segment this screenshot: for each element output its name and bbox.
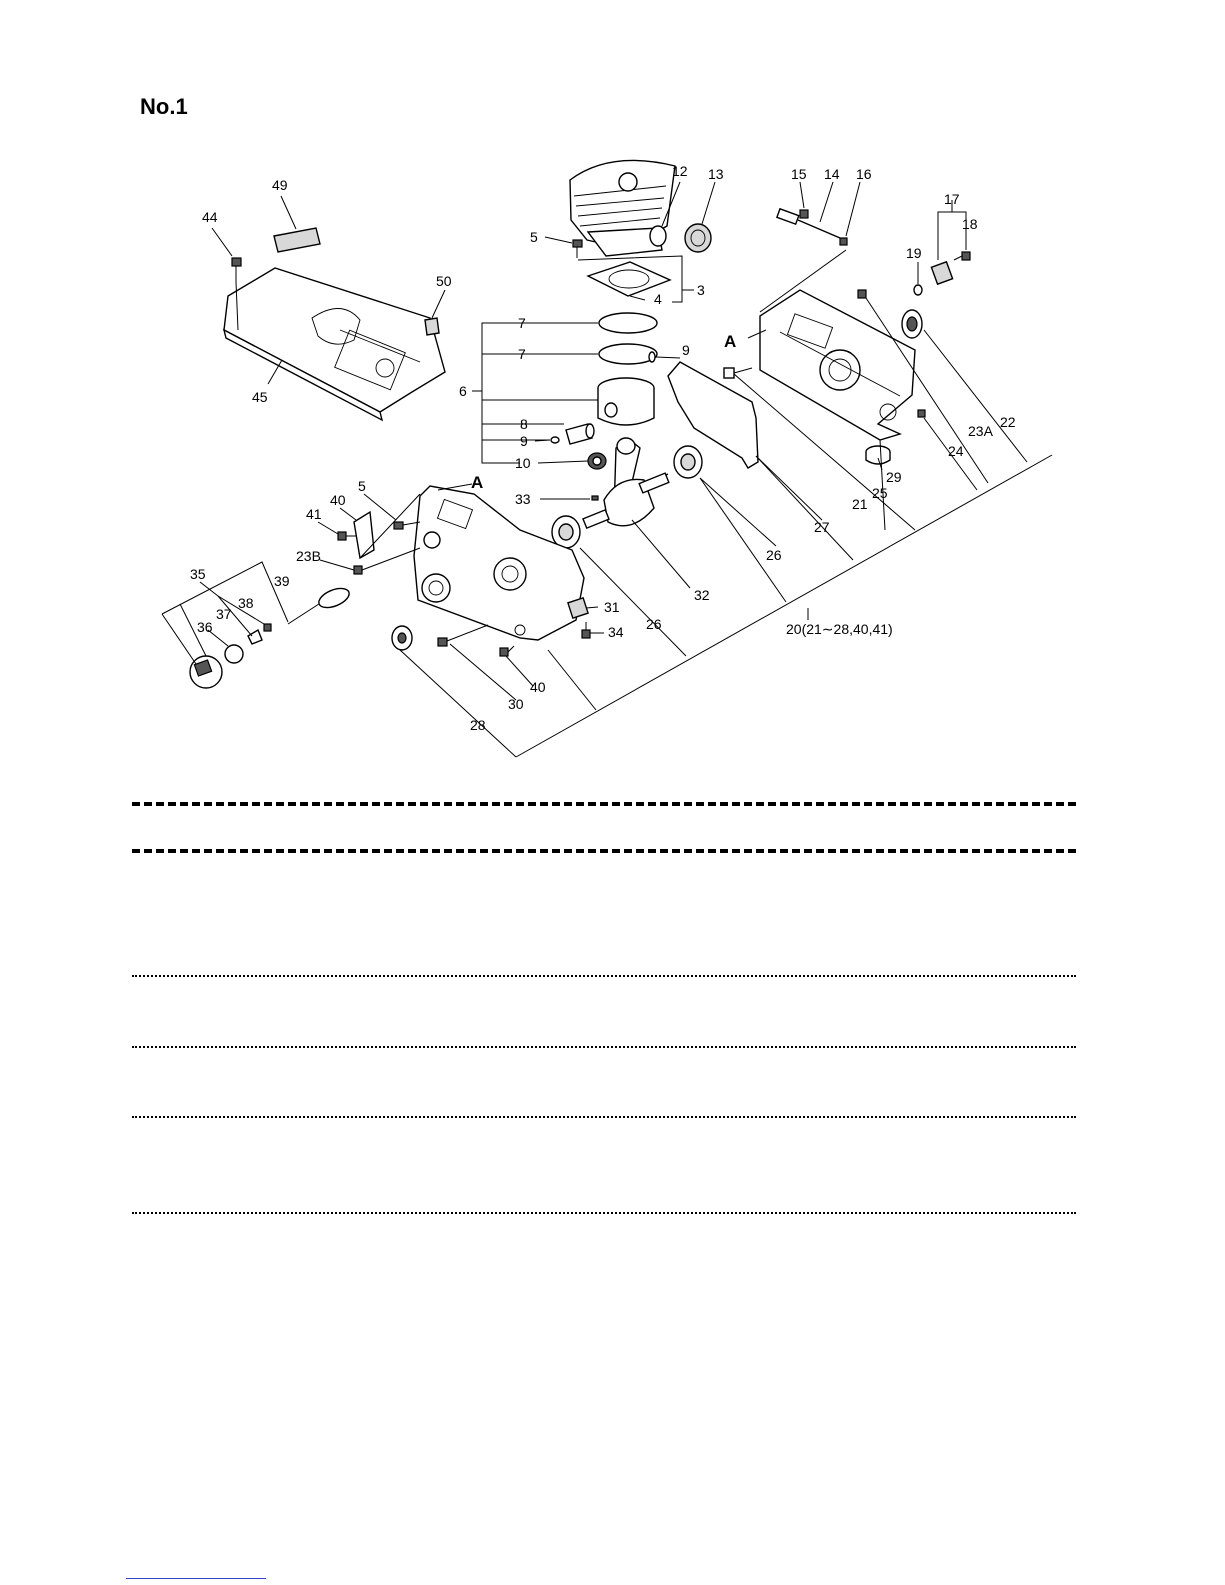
plate-40-upper-part: [354, 512, 374, 558]
spring-13-part: [685, 224, 711, 252]
screw-41-part: [338, 532, 356, 540]
section-marker-a-upper: A: [724, 332, 737, 351]
pin-23a-part: [858, 290, 866, 298]
label-33: 33: [515, 491, 531, 507]
label-9b: 9: [520, 433, 528, 449]
screw-34-part: [582, 622, 590, 638]
right-crankcase-part: [760, 290, 915, 440]
screw-18-part: [954, 252, 970, 260]
decal-49-part: [274, 228, 320, 252]
label-30: 30: [508, 696, 524, 712]
label-19: 19: [906, 245, 922, 261]
leader-lines: [162, 182, 1052, 757]
label-16: 16: [856, 166, 872, 182]
washer-19-part: [914, 285, 922, 295]
label-36: 36: [197, 619, 213, 635]
label-27: 27: [814, 519, 830, 535]
pin-16-part: [840, 238, 847, 245]
mount-29-part: [866, 446, 890, 464]
label-25: 25: [872, 485, 888, 501]
o-ring-36-part: [225, 645, 243, 663]
label-49: 49: [272, 177, 288, 193]
screw-40-lower-part: [500, 646, 514, 656]
label-45: 45: [252, 389, 268, 405]
label-41: 41: [306, 506, 322, 522]
nut-15-part: [800, 210, 808, 218]
bolt-5-cylinder-part: [573, 240, 582, 258]
label-40-upper: 40: [330, 492, 346, 508]
label-32: 32: [694, 587, 710, 603]
crankshaft-part: [583, 438, 669, 528]
clip-37-part: [248, 630, 262, 644]
label-40-lower: 40: [530, 679, 546, 695]
label-20: 20(21∼28,40,41): [786, 621, 893, 637]
footer-link-underline[interactable]: [126, 1578, 266, 1579]
label-22: 22: [1000, 414, 1016, 430]
pin-24-part: [918, 410, 925, 417]
piston-ring-7a-part: [599, 313, 657, 333]
page-title: No.1: [140, 94, 188, 119]
key-33-part: [592, 496, 598, 500]
bolt-5-crankcase-part: [394, 522, 420, 529]
label-7a: 7: [518, 315, 526, 331]
label-13: 13: [708, 166, 724, 182]
label-14: 14: [824, 166, 840, 182]
label-35: 35: [190, 566, 206, 582]
dotted-rule-3: [132, 1116, 1076, 1118]
label-10: 10: [515, 455, 531, 471]
label-34: 34: [608, 624, 624, 640]
label-4: 4: [654, 291, 662, 307]
label-44: 44: [202, 209, 218, 225]
label-50: 50: [436, 273, 452, 289]
piston-ring-7b-part: [599, 344, 657, 364]
dotted-rule-1: [132, 975, 1076, 977]
section-marker-a-lower: A: [471, 473, 484, 492]
label-9a: 9: [682, 342, 690, 358]
label-21: 21: [852, 496, 868, 512]
oil-seal-22-part: [902, 310, 922, 338]
bearing-26a-part: [674, 446, 702, 478]
label-18: 18: [962, 216, 978, 232]
label-37: 37: [216, 606, 232, 622]
clip-9b-part: [551, 437, 559, 443]
decal-50-part: [425, 318, 439, 335]
filter-39-part: [288, 585, 352, 624]
label-38: 38: [238, 595, 254, 611]
piston-part: [598, 378, 654, 425]
label-5-cylinder: 5: [530, 229, 538, 245]
gasket-12-part: [650, 226, 666, 246]
label-6: 6: [459, 383, 467, 399]
label-29: 29: [886, 469, 902, 485]
collar-17-part: [931, 262, 952, 284]
label-23a: 23A: [968, 423, 993, 439]
left-crankcase-part: [414, 486, 584, 640]
oil-seal-28-part: [392, 626, 412, 650]
label-39: 39: [274, 573, 290, 589]
dashed-separator-bottom: [132, 849, 1076, 853]
label-23b: 23B: [296, 548, 321, 564]
dashed-separator-top: [132, 802, 1076, 806]
dotted-rule-4: [132, 1212, 1076, 1214]
label-17: 17: [944, 191, 960, 207]
label-28: 28: [470, 717, 486, 733]
bolt-30-part: [438, 625, 488, 646]
label-15: 15: [791, 166, 807, 182]
label-26a: 26: [766, 547, 782, 563]
dotted-rule-2: [132, 1046, 1076, 1048]
label-8: 8: [520, 416, 528, 432]
label-5-crankcase: 5: [358, 478, 366, 494]
label-26b: 26: [646, 616, 662, 632]
label-7b: 7: [518, 346, 526, 362]
needle-bearing-part: [588, 453, 606, 469]
label-31: 31: [604, 599, 620, 615]
label-12: 12: [672, 163, 688, 179]
piston-pin-part: [566, 424, 594, 444]
bolt-25-part: [724, 368, 752, 378]
label-24: 24: [948, 443, 964, 459]
label-3: 3: [697, 282, 705, 298]
clip-9a-part: [649, 352, 655, 362]
pin-38-part: [264, 624, 271, 631]
tank-cap-35-part: [190, 656, 222, 688]
